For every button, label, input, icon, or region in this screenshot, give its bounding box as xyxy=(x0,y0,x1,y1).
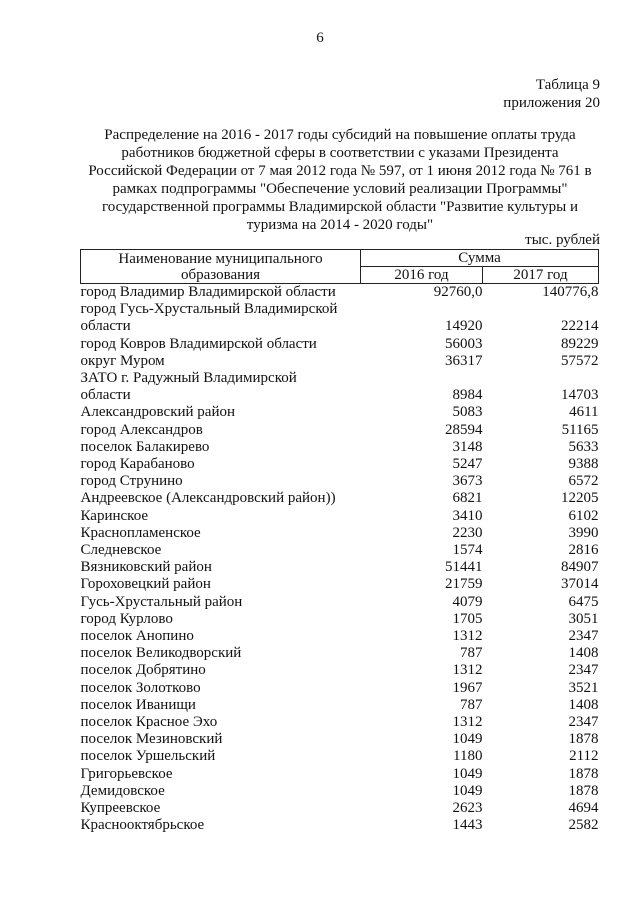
table-row xyxy=(81,731,599,748)
document-title xyxy=(72,126,608,234)
municipality-name-cell: поселок Балакирево xyxy=(80,438,210,455)
value-2017-cell: 5633 xyxy=(568,438,599,455)
table-row xyxy=(81,800,599,817)
value-2017-cell: 4694 xyxy=(568,800,599,817)
value-2017-cell: 1878 xyxy=(568,782,599,799)
value-2017-cell: 57572 xyxy=(561,352,599,369)
page-number: 6 xyxy=(316,30,324,46)
table-row xyxy=(81,611,599,628)
table-row xyxy=(81,817,599,834)
value-2017-cell: 6102 xyxy=(568,507,599,524)
value-2016-cell: 4079 xyxy=(452,593,483,610)
value-2017-cell: 2582 xyxy=(568,817,599,834)
title-line: Распределение на 2016 - 2017 годы субсидий на повышение оплаты труда xyxy=(104,127,576,143)
municipality-name-cell: Гороховецкий район xyxy=(80,576,211,593)
table-row xyxy=(81,559,599,576)
sum-header: Сумма xyxy=(361,250,599,267)
value-2016-cell: 51441 xyxy=(445,559,483,576)
value-2016-cell: 28594 xyxy=(445,421,483,438)
value-2016-cell: 8984 xyxy=(452,387,483,404)
year-2017-header: 2017 год xyxy=(483,267,599,284)
table-row xyxy=(81,542,599,559)
value-2017-cell: 3990 xyxy=(568,524,599,541)
municipality-name-cell: город Ковров Владимирской области xyxy=(80,335,317,352)
value-2017-cell: 6572 xyxy=(568,473,599,490)
municipality-header-line1: Наименование муниципального xyxy=(118,250,323,267)
municipality-name-cell: Гусь-Хрустальный район xyxy=(80,593,243,610)
municipality-name-cell: Каринское xyxy=(80,507,149,524)
municipality-name-cell: поселок Великодворский xyxy=(80,645,242,662)
value-2016-cell: 5083 xyxy=(452,404,483,421)
value-2017-cell: 1408 xyxy=(568,645,599,662)
title-line: рамках подпрограммы "Обеспечение условий реализации Программы" xyxy=(112,181,568,197)
table-header xyxy=(81,250,599,284)
value-2016-cell: 3410 xyxy=(452,507,483,524)
units-label: тыс. рублей xyxy=(525,232,600,248)
value-2016-cell: 787 xyxy=(460,645,483,662)
municipality-name-cell: ЗАТО г. Радужный Владимирской xyxy=(80,370,297,387)
municipality-name-cell: поселок Красное Эхо xyxy=(80,714,218,731)
table-row xyxy=(81,353,599,370)
municipality-name-cell: Краснооктябрьское xyxy=(80,817,205,834)
value-2016-cell: 2623 xyxy=(452,800,483,817)
municipality-name-cell: город Владимир Владимирской области xyxy=(80,284,336,300)
municipality-name-cell: город Карабаново xyxy=(80,456,195,473)
value-2016-cell: 56003 xyxy=(445,335,483,352)
title-line: Российской Федерации от 7 мая 2012 года № 597, от 1 июня 2012 года № 761 в xyxy=(88,163,592,179)
value-2017-cell: 4611 xyxy=(569,404,599,421)
municipality-name-cell: Вязниковский район xyxy=(80,559,212,576)
table-row xyxy=(81,594,599,611)
appendix-number: приложения 20 xyxy=(503,95,600,111)
value-2017-cell: 14703 xyxy=(561,387,599,404)
municipality-name-cell: Купреевское xyxy=(80,800,161,817)
table-row xyxy=(81,439,599,456)
table-row xyxy=(81,318,599,335)
value-2016-cell: 1049 xyxy=(452,782,483,799)
value-2017-cell: 140776,8 xyxy=(542,284,599,300)
value-2016-cell: 21759 xyxy=(445,576,483,593)
value-2016-cell: 36317 xyxy=(445,352,483,369)
value-2016-cell: 5247 xyxy=(452,456,483,473)
table-row xyxy=(81,404,599,421)
value-2017-cell: 9388 xyxy=(568,456,599,473)
value-2016-cell: 14920 xyxy=(445,318,483,335)
value-2016-cell: 1705 xyxy=(452,610,483,627)
value-2016-cell: 787 xyxy=(460,696,483,713)
value-2017-cell xyxy=(483,301,599,318)
value-2017-cell: 6475 xyxy=(568,593,599,610)
municipality-name-cell: Андреевское (Александровский район)) xyxy=(80,490,336,507)
value-2017-cell: 3051 xyxy=(568,610,599,627)
municipality-name-cell: поселок Уршельский xyxy=(80,748,216,765)
table-number: Таблица 9 xyxy=(535,77,600,93)
value-2016-cell: 1312 xyxy=(452,714,483,731)
value-2017-cell: 12205 xyxy=(561,490,599,507)
title-line: туризма на 2014 - 2020 годы" xyxy=(246,217,434,233)
municipality-name-cell: город Александров xyxy=(80,421,203,438)
table-row xyxy=(81,748,599,765)
value-2016-cell: 1443 xyxy=(452,817,483,834)
table-row xyxy=(81,697,599,714)
value-2016-cell: 92760,0 xyxy=(433,284,483,300)
table-row xyxy=(81,370,599,387)
table-row xyxy=(81,680,599,697)
municipality-header xyxy=(81,250,361,284)
municipality-name-cell: город Гусь-Хрустальный Владимирской xyxy=(80,301,338,318)
value-2017-cell: 22214 xyxy=(561,318,599,335)
value-2017-cell: 2112 xyxy=(569,748,599,765)
table-reference xyxy=(503,76,600,112)
municipality-name-cell: город Струнино xyxy=(80,473,183,490)
value-2017-cell: 1878 xyxy=(568,765,599,782)
subsidy-table xyxy=(80,249,599,835)
table-row xyxy=(81,766,599,783)
year-2016-header: 2016 год xyxy=(361,267,483,284)
value-2016-cell: 1049 xyxy=(452,731,483,748)
value-2016-cell: 1967 xyxy=(452,679,483,696)
municipality-name-cell: Григорьевское xyxy=(80,765,173,782)
table-row xyxy=(81,508,599,525)
table-row xyxy=(81,576,599,593)
value-2017-cell xyxy=(483,370,599,387)
value-2017-cell: 1878 xyxy=(568,731,599,748)
table-row xyxy=(81,628,599,645)
table-row xyxy=(81,284,599,302)
table-row xyxy=(81,336,599,353)
value-2017-cell: 3521 xyxy=(568,679,599,696)
value-2016-cell: 1049 xyxy=(452,765,483,782)
value-2016-cell: 6821 xyxy=(452,490,483,507)
value-2017-cell: 2816 xyxy=(568,542,599,559)
municipality-name-cell: поселок Добрятино xyxy=(80,662,206,679)
municipality-name-cell: поселок Анопино xyxy=(80,628,194,645)
municipality-name-cell: Демидовское xyxy=(80,782,165,799)
table-row xyxy=(81,783,599,800)
value-2016-cell: 1180 xyxy=(453,748,483,765)
value-2017-cell: 2347 xyxy=(568,628,599,645)
table-row xyxy=(81,387,599,404)
value-2017-cell: 2347 xyxy=(568,714,599,731)
value-2016-cell: 3148 xyxy=(452,438,483,455)
municipality-name-cell: поселок Иванищи xyxy=(80,696,196,713)
value-2016-cell: 2230 xyxy=(452,524,483,541)
value-2016-cell: 3673 xyxy=(452,473,483,490)
municipality-name-cell: области xyxy=(80,387,131,404)
table-row xyxy=(81,301,599,318)
value-2017-cell: 51165 xyxy=(561,421,599,438)
municipality-name-cell: Александровский район xyxy=(80,404,236,421)
title-line: государственной программы Владимирской области "Развитие культуры и xyxy=(101,199,578,215)
value-2017-cell: 1408 xyxy=(568,696,599,713)
value-2016-cell: 1312 xyxy=(452,628,483,645)
municipality-header-line2: образования xyxy=(180,266,261,283)
table-row xyxy=(81,473,599,490)
municipality-name-cell: поселок Золотково xyxy=(80,679,201,696)
municipality-name-cell: город Курлово xyxy=(80,610,173,627)
municipality-name-cell: Краснопламенское xyxy=(80,524,201,541)
value-2016-cell: 1574 xyxy=(452,542,483,559)
table-row xyxy=(81,662,599,679)
value-2016-cell xyxy=(361,301,483,318)
table-row xyxy=(81,490,599,507)
value-2016-cell: 1312 xyxy=(452,662,483,679)
value-2017-cell: 89229 xyxy=(561,335,599,352)
municipality-name-cell: Следневское xyxy=(80,542,162,559)
table-row xyxy=(81,525,599,542)
value-2016-cell xyxy=(361,370,483,387)
value-2017-cell: 2347 xyxy=(568,662,599,679)
table-row xyxy=(81,422,599,439)
municipality-name-cell: округ Муром xyxy=(80,352,165,369)
table-row xyxy=(81,645,599,662)
table-row xyxy=(81,714,599,731)
value-2017-cell: 37014 xyxy=(561,576,599,593)
value-2017-cell: 84907 xyxy=(561,559,599,576)
table-row xyxy=(81,456,599,473)
municipality-name-cell: области xyxy=(80,318,131,335)
table-body xyxy=(81,284,599,835)
title-line: работников бюджетной сферы в соответствии с указами Президента xyxy=(121,145,559,161)
municipality-name-cell: поселок Мезиновский xyxy=(80,731,223,748)
